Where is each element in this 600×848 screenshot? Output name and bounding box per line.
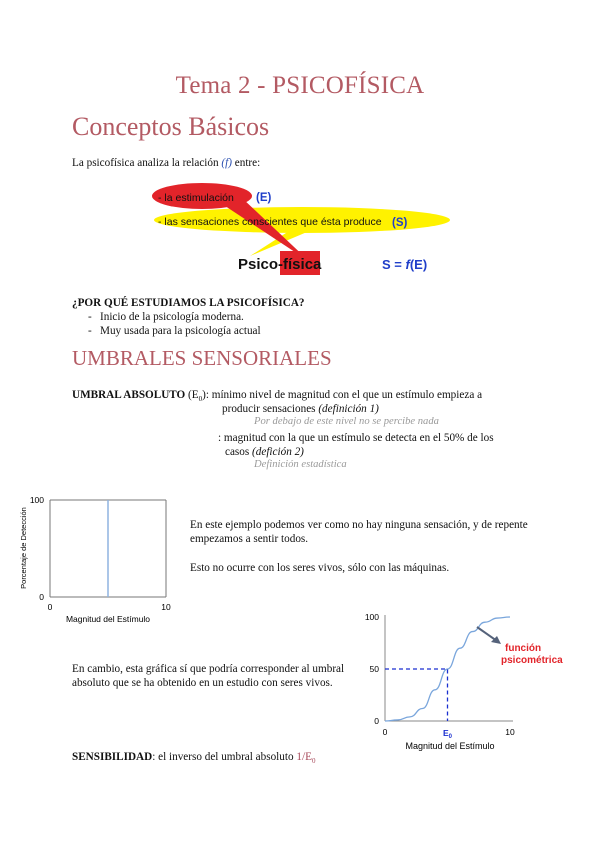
psychometric-x-label: Magnitud del Estímulo: [405, 741, 495, 751]
sensitivity-sub: 0: [311, 757, 316, 766]
sensitivity-text: : el inverso del umbral absoluto: [152, 751, 297, 763]
why-item: - Inicio de la psicología moderna.: [72, 310, 261, 324]
psychometric-x-tick: 10: [505, 727, 515, 737]
def1-line2-row: [222, 402, 379, 416]
thresholds-heading: UMBRALES SENSORIALES: [72, 346, 332, 370]
step-chart: [16, 490, 181, 625]
intro-f: (f): [221, 157, 232, 169]
annotation-arrow-line: [477, 627, 497, 641]
step-chart-x-tick: 10: [161, 602, 171, 612]
absolute-close: ):: [202, 389, 209, 401]
basics-heading: Conceptos Básicos: [72, 112, 270, 141]
absolute-sub: 0: [198, 395, 203, 404]
why-heading: ¿POR QUÉ ESTUDIAMOS LA PSICOFÍSICA?: [72, 297, 305, 309]
step-chart-y-tick: 0: [39, 592, 44, 602]
intro-before: La psicofísica analiza la relación: [72, 157, 222, 169]
annotation-line-2: psicométrica: [501, 655, 563, 666]
annotation-line-1: función: [505, 643, 542, 654]
def2-tag: (defición 2): [252, 446, 304, 458]
sensitivity-line: [72, 750, 315, 768]
annotation-label: [501, 643, 563, 666]
psychometric-y-tick: 50: [369, 664, 379, 674]
living-paragraph: En cambio, esta gráfica sí que podría corresponder al umbral absoluto que se ha obtenido en un estudio con seres vivos.: [72, 663, 345, 689]
absolute-symbol: (E: [188, 389, 199, 401]
def1-note: Por debajo de este nivel no se percibe nada: [254, 416, 439, 427]
def2-note: Definición estadística: [254, 459, 347, 470]
threshold-e0-label: [443, 728, 453, 740]
threshold-e0-letter: E: [442, 728, 449, 738]
formula-f: f: [405, 257, 410, 272]
psychometric-y-tick: 0: [374, 716, 379, 726]
absolute-threshold-label: UMBRAL ABSOLUTO: [72, 389, 186, 401]
why-item: - Muy usada para la psicología actual: [72, 324, 261, 338]
sensitivity-formula: 1/E: [296, 751, 312, 763]
step-chart-x-tick: 0: [47, 602, 53, 612]
def1-tag: (definición 1): [318, 403, 379, 415]
sensitivity-label: SENSIBILIDAD: [72, 751, 153, 763]
psychometric-y-tick: 100: [364, 612, 379, 622]
formula: [382, 257, 427, 272]
stimulation-label: - la estimulación: [158, 192, 234, 204]
example-paragraph: En este ejemplo podemos ver como no hay ninguna sensación, y de repente empezamos a sentir todos.: [190, 519, 528, 545]
psychometric-x-tick: 0: [382, 727, 388, 737]
page-title: Tema 2 - PSICOFÍSICA: [175, 72, 425, 99]
sensations-label: - las sensaciones conscientes que ésta produce: [158, 216, 382, 228]
why-list: [72, 310, 261, 338]
psychophysics-diagram: [150, 180, 450, 280]
def1-line1: mínimo nivel de magnitud con el que un estímulo empieza a: [208, 389, 483, 401]
machines-paragraph: Esto no ocurre con los seres vivos, sólo con las máquinas.: [190, 562, 450, 574]
stimulation-symbol: (E): [256, 192, 272, 204]
def2-line2-row: [225, 445, 304, 459]
def1-line2: producir sensaciones: [222, 403, 319, 415]
formula-left: S =: [382, 257, 406, 272]
def2-line1: : magnitud con la que un estímulo se detecta en el 50% de los: [218, 432, 494, 444]
step-chart-y-label: Porcentaje de Detección: [19, 507, 28, 589]
sensations-symbol: (S): [392, 217, 408, 229]
intro-after: entre:: [231, 157, 261, 169]
word-part-psico: Psico-: [238, 256, 284, 273]
threshold-e0-sub: 0: [448, 734, 453, 740]
step-chart-x-label: Magnitud del Estímulo: [65, 614, 151, 624]
word-part-fisica: física: [283, 256, 322, 273]
def2-line2: casos: [225, 446, 253, 458]
intro-paragraph: [72, 156, 260, 170]
step-chart-y-tick: 100: [29, 495, 44, 505]
formula-right: (E): [409, 257, 428, 272]
psychometric-chart: [355, 605, 580, 755]
word-psico-fisica: [238, 256, 322, 273]
